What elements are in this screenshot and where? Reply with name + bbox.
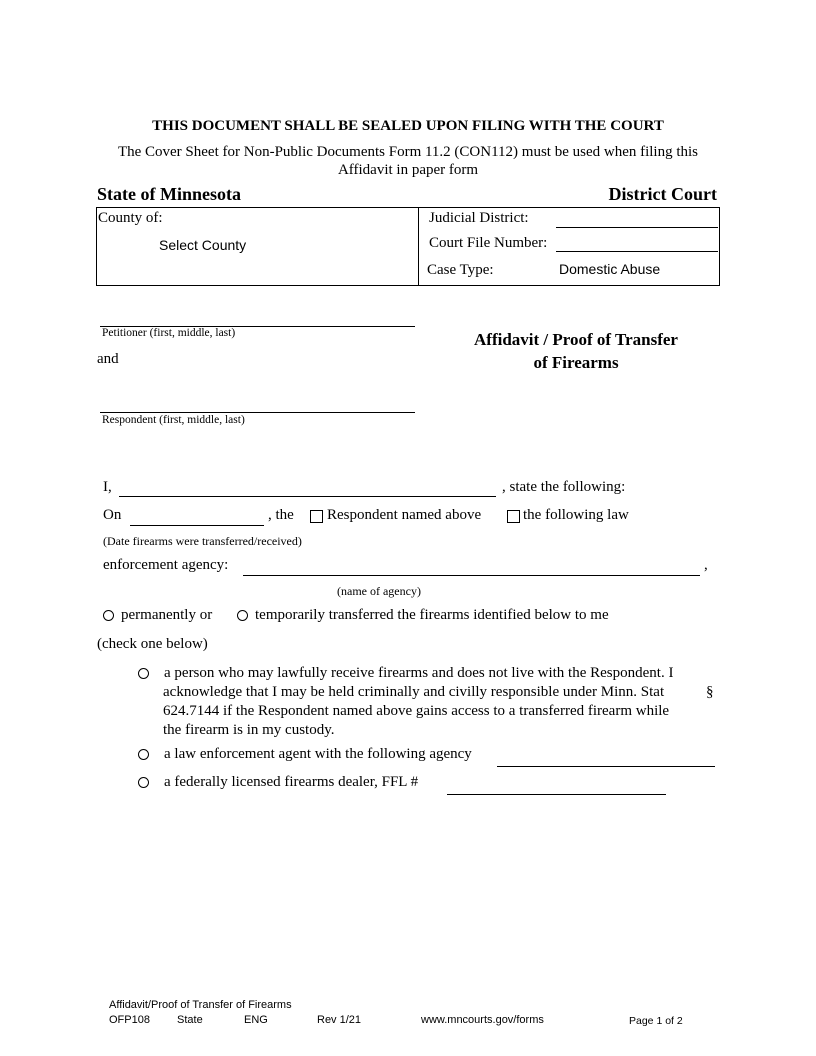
- state-heading: State of Minnesota: [97, 184, 241, 204]
- temporary-option-label: temporarily transferred the firearms identified below to me: [255, 607, 609, 623]
- document-title-line1: Affidavit / Proof of Transfer: [474, 330, 678, 349]
- law-enforcement-agency-field[interactable]: [497, 766, 715, 767]
- footer-jurisdiction: State: [177, 1014, 203, 1026]
- lawful-person-line2: acknowledge that I may be held criminally and civilly responsible under Minn. Stat: [163, 684, 665, 700]
- sealed-notice: THIS DOCUMENT SHALL BE SEALED UPON FILING WITH THE COURT: [152, 118, 664, 134]
- ffl-number-field[interactable]: [447, 794, 666, 795]
- court-file-number-label: Court File Number:: [429, 235, 548, 251]
- footer-form-title: Affidavit/Proof of Transfer of Firearms: [109, 999, 292, 1011]
- lawful-person-line4: the firearm is in my custody.: [163, 722, 335, 738]
- judicial-district-label: Judicial District:: [429, 210, 529, 226]
- and-label: and: [97, 351, 119, 367]
- on-label: On: [103, 507, 122, 523]
- agency-hint: (name of agency): [337, 584, 421, 598]
- enforcement-agency-label: enforcement agency:: [103, 557, 229, 573]
- case-type-label: Case Type:: [427, 262, 494, 278]
- lawful-person-line1: a person who may lawfully receive firearms and does not live with the Respondent. I: [164, 665, 674, 681]
- document-title-line2: of Firearms: [533, 353, 619, 372]
- county-select[interactable]: Select County: [159, 237, 247, 253]
- section-symbol: §: [706, 684, 714, 700]
- respondent-label: Respondent (first, middle, last): [102, 414, 245, 426]
- agency-comma: ,: [704, 557, 708, 573]
- footer-page-number: Page 1 of 2: [629, 1015, 683, 1027]
- ffl-dealer-radio[interactable]: [138, 777, 149, 788]
- state-following-label: , state the following:: [502, 479, 626, 495]
- agency-name-field[interactable]: [243, 575, 700, 576]
- temporary-radio[interactable]: [237, 610, 248, 621]
- law-agency-option-label: the following law: [523, 507, 629, 523]
- respondent-field[interactable]: [100, 412, 415, 413]
- court-file-number-field[interactable]: [556, 251, 718, 252]
- cover-sheet-notice-line1: The Cover Sheet for Non-Public Documents Form 11.2 (CON112) must be used when filing this: [117, 144, 699, 160]
- lawful-person-line3: 624.7144 if the Respondent named above gains access to a transferred firearm while: [163, 703, 670, 719]
- affiant-name-field[interactable]: [119, 496, 496, 497]
- footer-website[interactable]: www.mncourts.gov/forms: [421, 1014, 544, 1026]
- court-heading: District Court: [608, 184, 717, 204]
- case-type-value: Domestic Abuse: [559, 261, 661, 277]
- permanent-radio[interactable]: [103, 610, 114, 621]
- lawful-person-radio[interactable]: [138, 668, 149, 679]
- law-enforcement-radio[interactable]: [138, 749, 149, 760]
- ffl-dealer-label: a federally licensed firearms dealer, FFL #: [164, 774, 419, 790]
- date-hint: (Date firearms were transferred/received): [103, 534, 302, 548]
- judicial-district-field[interactable]: [556, 227, 718, 228]
- footer-form-code: OFP108: [109, 1014, 150, 1026]
- law-agency-checkbox[interactable]: [507, 510, 520, 523]
- cover-sheet-notice-line2: Affidavit in paper form: [337, 162, 479, 178]
- transfer-date-field[interactable]: [130, 525, 264, 526]
- the-label: , the: [268, 507, 294, 523]
- footer-language: ENG: [244, 1014, 268, 1026]
- petitioner-label: Petitioner (first, middle, last): [102, 327, 236, 339]
- check-one-label: (check one below): [97, 636, 208, 652]
- i-label: I,: [103, 479, 112, 495]
- respondent-option-label: Respondent named above: [327, 507, 482, 523]
- footer-revision: Rev 1/21: [317, 1014, 362, 1026]
- caption-divider: [418, 207, 419, 286]
- permanent-option-label: permanently or: [121, 607, 213, 623]
- law-enforcement-label: a law enforcement agent with the following agency: [164, 746, 472, 762]
- respondent-checkbox[interactable]: [310, 510, 323, 523]
- county-label: County of:: [98, 210, 163, 226]
